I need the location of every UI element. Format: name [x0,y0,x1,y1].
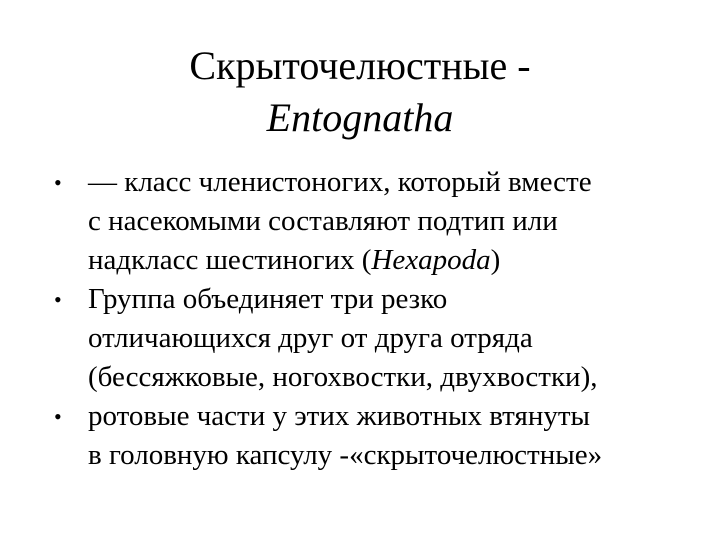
bullet-1-line-3-text: надкласс шестиногих ( [88,244,372,276]
bullet-icon: • [54,404,62,429]
bullet-2-line-2: отличающихся друг от друга отряда [88,322,533,354]
bullet-icon: • [54,170,62,195]
bullet-icon: • [54,287,62,312]
title-line-1: Скрыточелюстные - [189,43,531,88]
bullet-2-line-3: (бессяжковые, ногохвостки, двухвостки), [88,361,598,393]
bullet-1-line-1: — класс членистоногих, который вместе [88,166,592,198]
bullet-list [54,163,694,475]
bullet-1-line-3 [88,241,694,280]
bullet-3-line-1: ротовые части у этих животных втянуты [88,400,590,432]
title-line-2: Entognatha [266,95,454,140]
hexapoda-term: Hexapoda [371,244,491,276]
bullet-1-line-3-close: ) [490,244,501,276]
bullet-item-2 [54,280,694,397]
bullet-1-line-2: с насекомыми составляют подтип или [88,205,558,237]
bullet-3-line-2: в головную капсулу -«скрыточелюстные» [88,439,603,471]
bullet-item-3 [54,397,694,475]
bullet-2-line-1: Группа объединяет три резко [88,283,448,315]
bullet-item-1 [54,163,694,280]
slide-title [0,40,720,144]
